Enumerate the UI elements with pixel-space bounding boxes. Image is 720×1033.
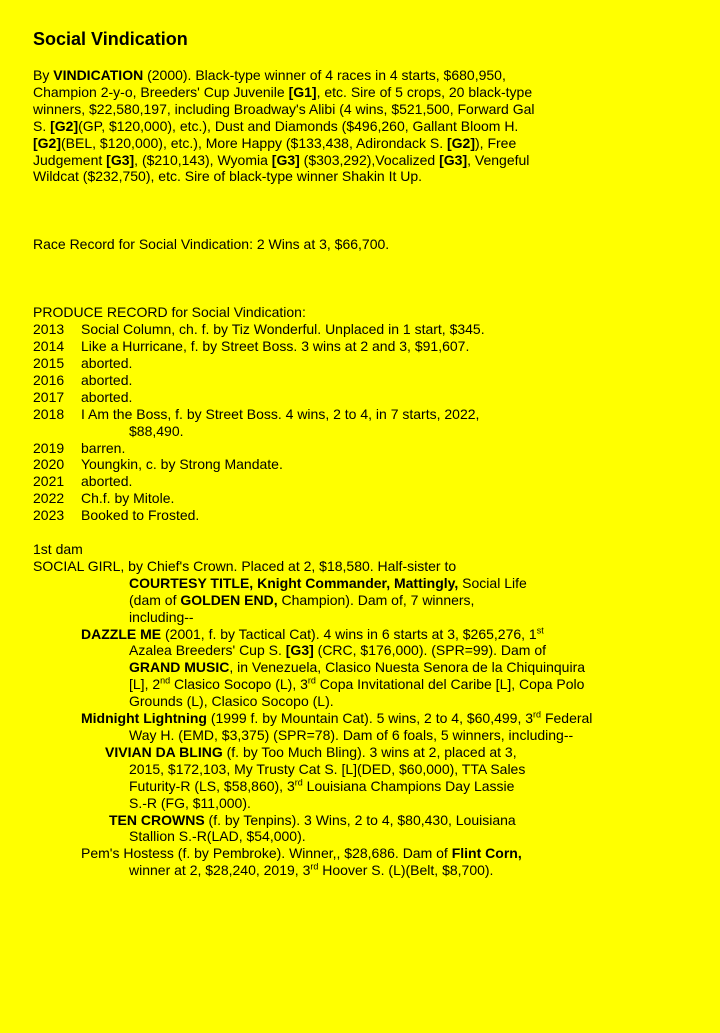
produce-year: 2023 <box>33 507 65 524</box>
produce-continuation: $88,490. <box>129 422 184 439</box>
produce-year: 2017 <box>33 388 65 405</box>
dam-line: SOCIAL GIRL, by Chief's Crown. Placed at 2, $18,580. Half-sister to <box>33 557 457 574</box>
produce-year: 2019 <box>33 439 65 456</box>
produce-year: 2022 <box>33 490 65 507</box>
progeny-dazzle-me <box>33 626 700 711</box>
produce-year: 2014 <box>33 338 65 355</box>
produce-row <box>33 372 700 389</box>
produce-heading: PRODUCE RECORD for Social Vindication: <box>33 304 306 321</box>
produce-row <box>33 338 700 355</box>
produce-row <box>33 507 700 524</box>
progeny-entry: Pem's Hostess (f. by Pembroke). Winner,, $28,686. Dam of Flint Corn, winner at 2, $28,240, 2019, 3rd Hoover S. (L)(Belt, $8,700). <box>81 845 522 879</box>
progeny-pems-hostess <box>33 845 700 879</box>
produce-year: 2021 <box>33 473 65 490</box>
produce-text: aborted. <box>81 371 133 388</box>
progeny-entry: VIVIAN DA BLING (f. by Too Much Bling). 3 wins at 2, placed at 3, 2015, $172,103, My Trusty Cat S. [L](DED, $60,000), TTA Sales Futurity-R (LS, $58,860), 3rd Louisiana Champions Day Lassie S.-R (FG, $11,000). <box>105 743 526 811</box>
page-title: Social Vindication <box>33 29 188 49</box>
produce-text: aborted. <box>81 354 133 371</box>
produce-row <box>33 321 700 338</box>
progeny-entry: Midnight Lightning (1999 f. by Mountain Cat). 5 wins, 2 to 4, $60,499, 3rd Federal Way H. (EMD, $3,375) (SPR=78). Dam of 6 foals, 5 winners, including-- <box>81 709 593 743</box>
race-record: Race Record for Social Vindication: 2 Wins at 3, $66,700. <box>33 236 390 253</box>
produce-text: I Am the Boss, f. by Street Boss. 4 wins, 2 to 4, in 7 starts, 2022, <box>81 405 480 422</box>
sire-paragraph: By VINDICATION (2000). Black-type winner of 4 races in 4 starts, $680,950, Champion 2-y-o, Breeders' Cup Juvenile [G1], etc. Sire of 5 crops, 20 black-type winners, $22,580,197, including Broadway's Alibi (4 wins, $521,500, Forward Gal S. [G2](GP, $120,000), etc.), Dust and Diamonds ($496,260, Gallant Bloom H. [G2](BEL, $120,000), etc.), More Happy ($133,438, Adirondack S. [G2]), Free Judgement [G3], ($210,143), Wyomia [G3] ($303,292),Vocalized [G3], Vengeful Wildcat ($232,750), etc. Sire of black-type winner Shakin It Up. <box>33 67 535 185</box>
progeny-midnight-lightning <box>33 710 700 744</box>
produce-year: 2018 <box>33 405 65 422</box>
produce-text: Like a Hurricane, f. by Street Boss. 3 wins at 2 and 3, $91,607. <box>81 338 470 355</box>
progeny-entry: TEN CROWNS (f. by Tenpins). 3 Wins, 2 to 4, $80,430, Louisiana Stallion S.-R(LAD, $54,000). <box>109 811 516 845</box>
progeny-entry: DAZZLE ME (2001, f. by Tactical Cat). 4 wins in 6 starts at 3, $265,276, 1st Azalea Breeders' Cup S. [G3] (CRC, $176,000). (SPR=99). Dam of GRAND MUSIC, in Venezuela, Clasico Nuesta Senora de la Chiquinquira [L], 2nd Clasico Socopo (L), 3rd Copa Invitational del Caribe [L], Copa Polo Grounds (L), Clasico Socopo (L). <box>81 624 586 710</box>
produce-text: Youngkin, c. by Strong Mandate. <box>81 456 283 473</box>
produce-row <box>33 473 700 490</box>
produce-list <box>33 321 700 524</box>
produce-row <box>33 456 700 473</box>
progeny-vivian-da-bling <box>33 744 700 812</box>
produce-row <box>33 406 700 423</box>
produce-row <box>33 490 700 507</box>
produce-year: 2013 <box>33 321 65 338</box>
produce-year: 2015 <box>33 354 65 371</box>
dam-heading: 1st dam <box>33 541 83 558</box>
produce-text: Booked to Frosted. <box>81 507 200 524</box>
dam-description: COURTESY TITLE, Knight Commander, Mattingly, Social Life (dam of GOLDEN END, Champion). Dam of, 7 winners, including-- <box>129 574 527 625</box>
progeny-ten-crowns <box>33 812 700 846</box>
produce-text: Ch.f. by Mitole. <box>81 490 175 507</box>
produce-year: 2020 <box>33 456 65 473</box>
produce-text: aborted. <box>81 473 133 490</box>
produce-year: 2016 <box>33 371 65 388</box>
produce-row <box>33 440 700 457</box>
produce-row <box>33 355 700 372</box>
produce-row <box>33 389 700 406</box>
produce-text: Social Column, ch. f. by Tiz Wonderful. Unplaced in 1 start, $345. <box>81 321 485 338</box>
produce-text: aborted. <box>81 388 133 405</box>
produce-text: barren. <box>81 439 126 456</box>
